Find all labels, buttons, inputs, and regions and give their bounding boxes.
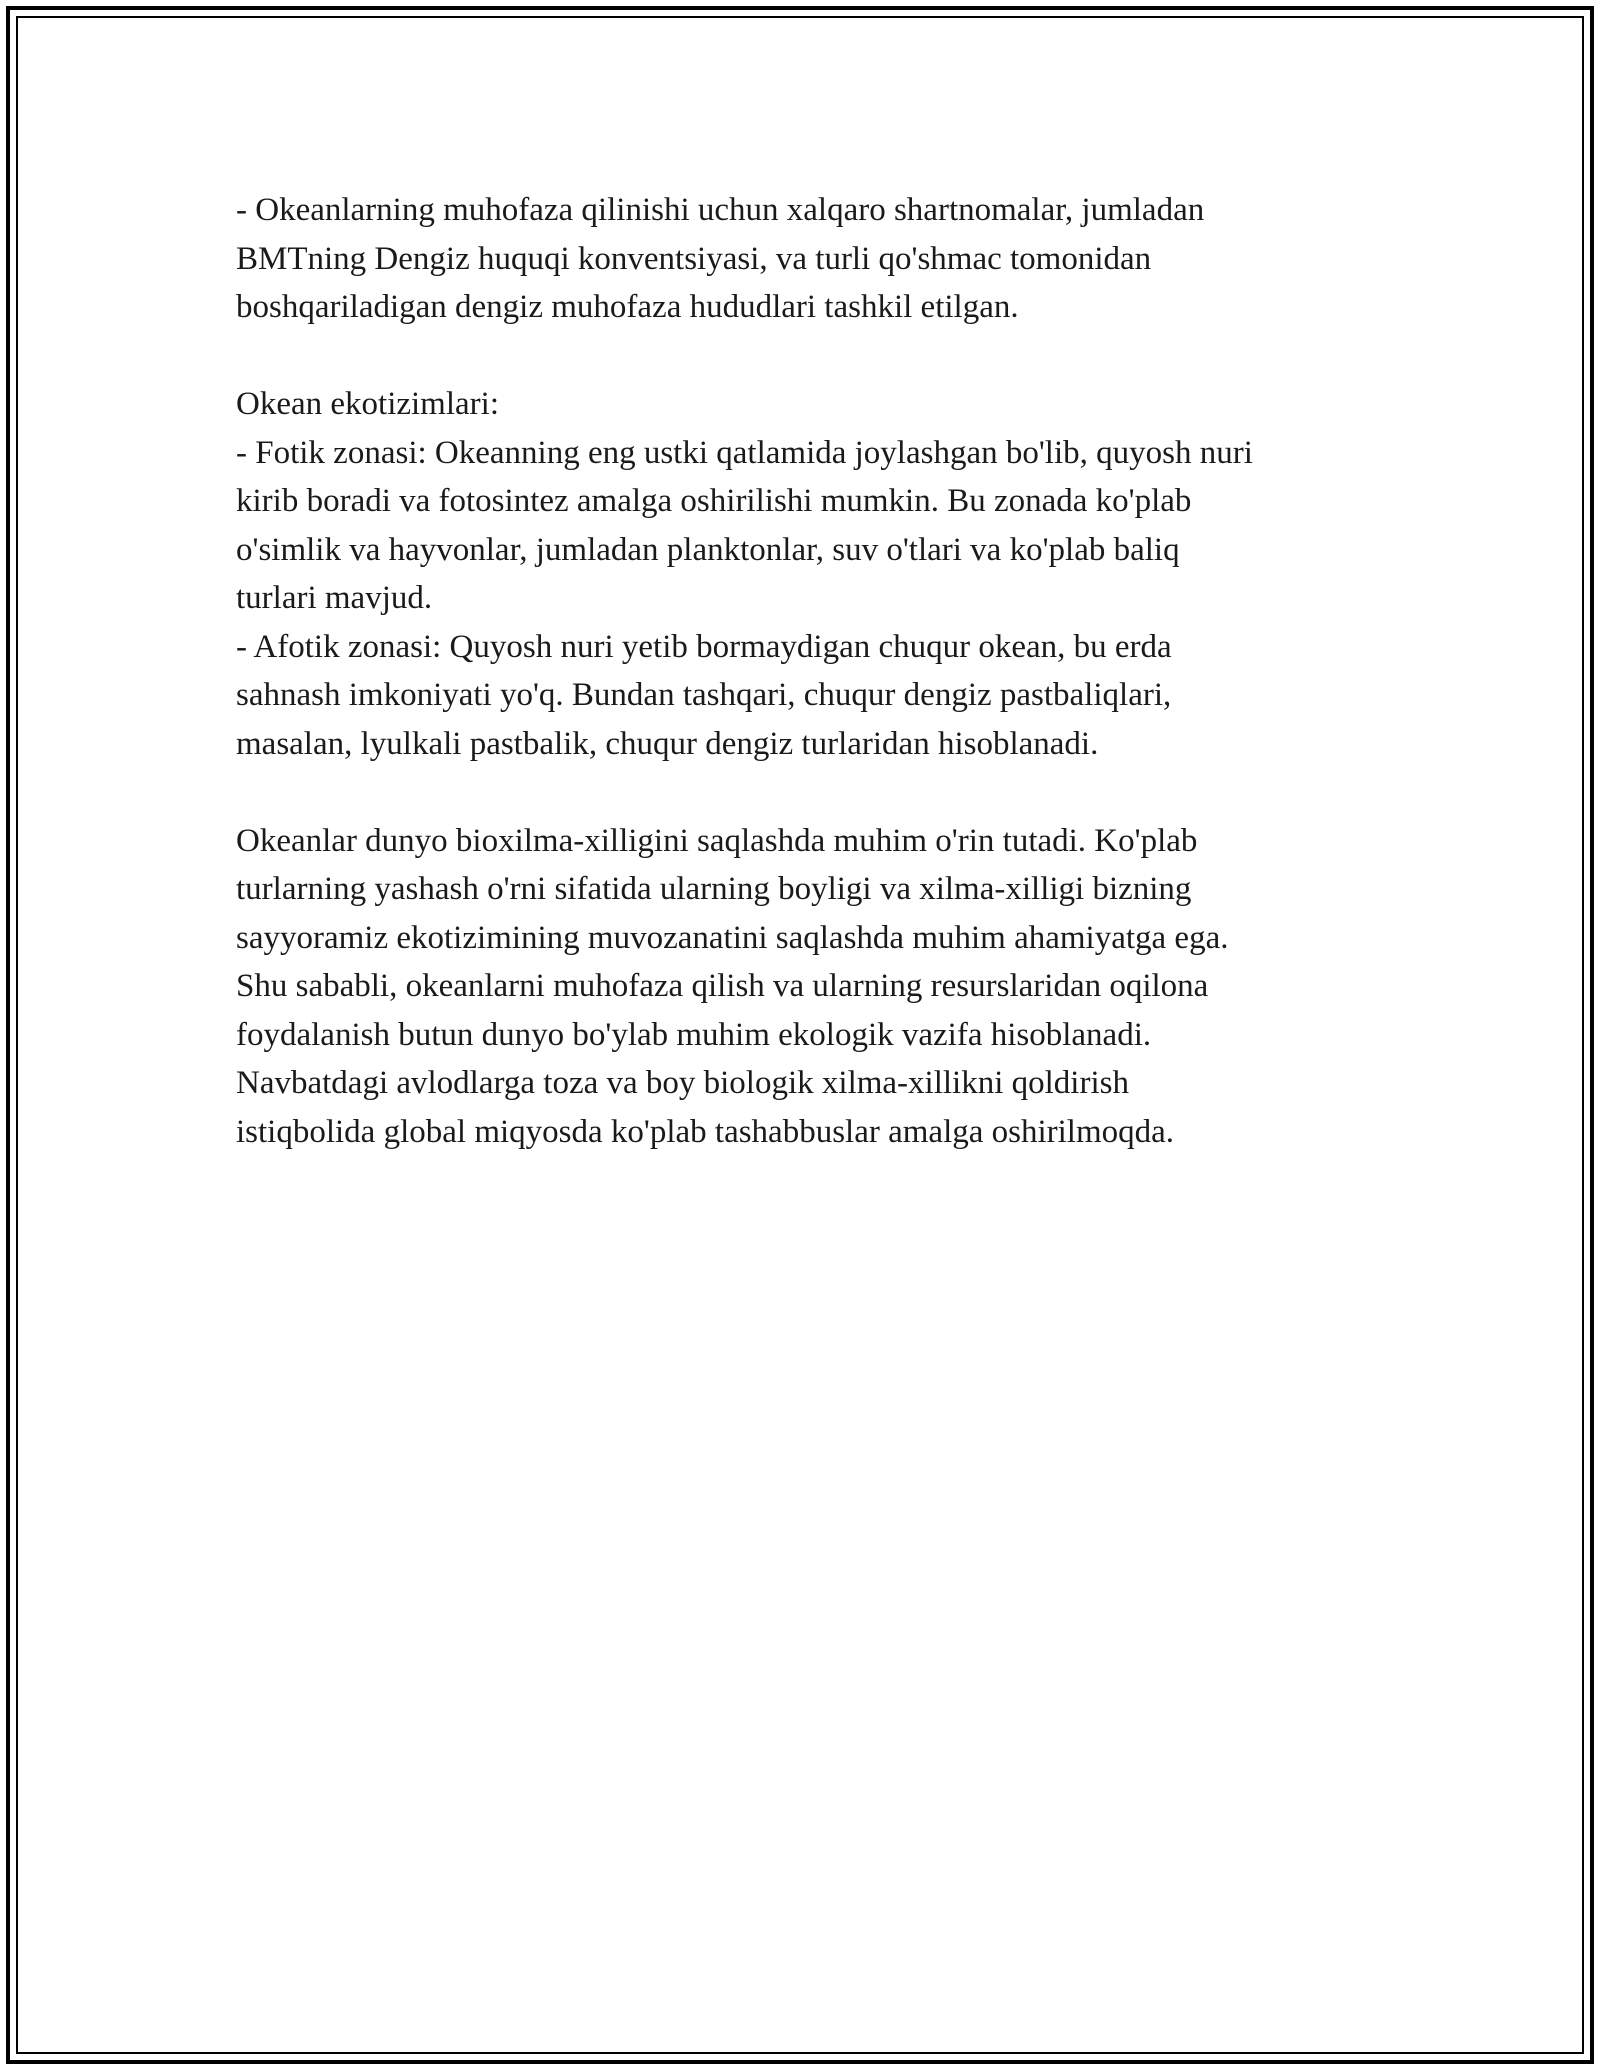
text-line: turlarning yashash o'rni sifatida ularning boyligi va xilma-xilligi bizning xyxy=(236,871,1192,907)
paragraph-treaties xyxy=(236,186,1396,332)
text-line: Okeanlar dunyo bioxilma-xilligini saqlashda muhim o'rin tutadi. Ko'plab xyxy=(236,822,1198,859)
text-line: Shu sababli, okeanlarni muhofaza qilish va ularning resurslaridan oqilona xyxy=(236,968,1209,1004)
text-line: - Afotik zonasi: Quyosh nuri yetib bormaydigan chuqur okean, bu erda xyxy=(236,628,1172,665)
document-body xyxy=(236,186,1396,1156)
text-line: boshqariladigan dengiz muhofaza hududlari tashkil etilgan. xyxy=(236,289,1019,325)
text-line: Navbatdagi avlodlarga toza va boy biologik xilma-xillikni qoldirish xyxy=(236,1065,1129,1101)
text-line: turlari mavjud. xyxy=(236,580,433,616)
text-line: foydalanish butun dunyo bo'ylab muhim ekologik vazifa hisoblanadi. xyxy=(236,1016,1152,1053)
text-line: sayyoramiz ekotizimining muvozanatini saqlashda muhim ahamiyatga ega. xyxy=(236,919,1229,956)
text-line: - Fotik zonasi: Okeanning eng ustki qatlamida joylashgan bo'lib, quyosh nuri xyxy=(236,434,1253,471)
paragraph-spacer xyxy=(236,768,1396,817)
text-line: istiqbolida global miqyosda ko'plab tashabbuslar amalga oshirilmoqda. xyxy=(236,1113,1175,1150)
section-heading: Okean ekotizimlari: xyxy=(236,386,499,422)
text-line: masalan, lyulkali pastbalik, chuqur dengiz turlaridan hisoblanadi. xyxy=(236,725,1099,762)
paragraph-ecosystems xyxy=(236,380,1396,768)
text-line: BMTning Dengiz huquqi konventsiyasi, va turli qo'shmac tomonidan xyxy=(236,240,1152,277)
text-line: - Okeanlarning muhofaza qilinishi uchun xalqaro shartnomalar, jumladan xyxy=(236,192,1205,228)
paragraph-biodiversity xyxy=(236,817,1396,1157)
text-line: sahnash imkoniyati yo'q. Bundan tashqari, chuqur dengiz pastbaliqlari, xyxy=(236,677,1172,713)
text-line: o'simlik va hayvonlar, jumladan planktonlar, suv o'tlari va ko'plab baliq xyxy=(236,531,1180,568)
paragraph-spacer xyxy=(236,332,1396,381)
text-line: kirib boradi va fotosintez amalga oshirilishi mumkin. Bu zonada ko'plab xyxy=(236,483,1192,519)
